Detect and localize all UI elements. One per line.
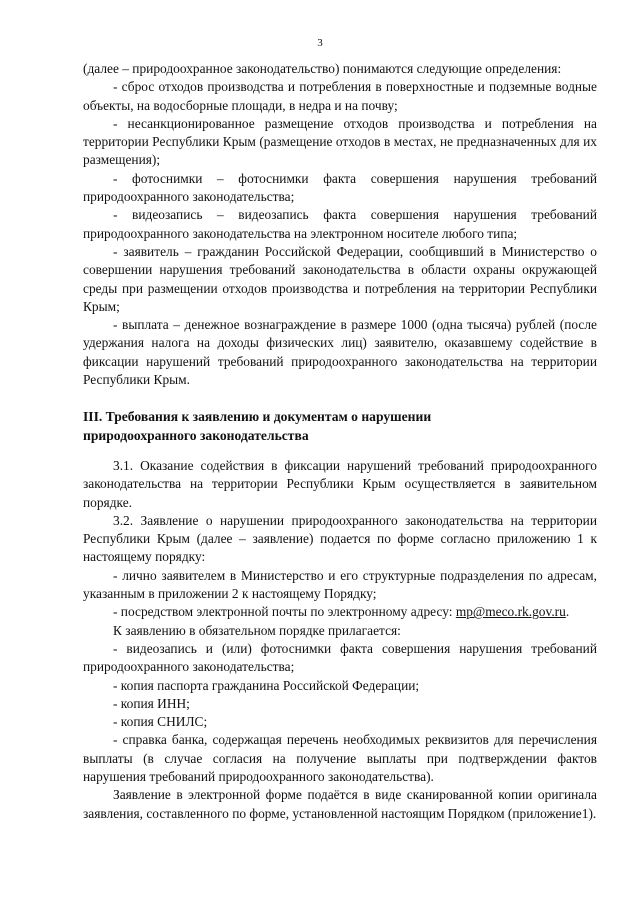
definition-item: - выплата – денежное вознаграждение в размере 1000 (одна тысяча) рублей (после удержания налога на доходы физических лиц) заявителю, оказавшему содействие в фиксации нарушений требований природоохранного законодательства на территории Республики Крым. — [83, 317, 597, 388]
email-item-suffix: . — [565, 604, 570, 620]
definition-item: - сброс отходов производства и потребления в поверхностные и подземные водные объекты, на водосборные площади, в недра и на почву; — [83, 79, 597, 113]
submission-item-email — [83, 603, 597, 621]
definition-item: - несанкционированное размещение отходов производства и потребления на территории Республики Крым (размещение отходов в местах, не предназначенных для их размещения); — [83, 115, 597, 168]
spacer — [83, 389, 597, 408]
email-item-prefix: - посредством электронной почты по электронному адресу: — [113, 604, 456, 620]
document-body — [83, 60, 597, 823]
attachment-item: - копия СНИЛС; — [113, 714, 208, 730]
definition-item: - заявитель – гражданин Российской Федерации, сообщивший в Министерство о совершении нарушения требований законодательства в области охраны окружающей среды при размещении отходов производства и потребления на территории Республики Крым; — [83, 243, 597, 314]
attachment-item: - копия ИНН; — [113, 695, 190, 711]
submission-item: - лично заявителем в Министерство и его структурные подразделения по адресам, указанным в приложении 2 к настоящему Порядку; — [83, 567, 597, 602]
attachment-item: - справка банка, содержащая перечень необходимых реквизитов для перечисления выплаты (в случае согласия на получение выплаты при подтверждении фактов нарушения требований природоохранного законодательства). — [83, 732, 597, 784]
closing-paragraph: Заявление в электронной форме подаётся в виде сканированной копии оригинала заявления, составленного по форме, установленной настоящим Порядком (приложение1). — [83, 787, 597, 821]
definition-item: - фотоснимки – фотоснимки факта совершения нарушения требований природоохранного законодательства; — [83, 170, 597, 205]
definition-item: - видеозапись – видеозапись факта совершения нарушения требований природоохранного законодательства на электронном носителе любого типа; — [83, 207, 597, 241]
attachment-item: - видеозапись и (или) фотоснимки факта совершения нарушения требований природоохранного законодательства; — [83, 640, 597, 675]
page-number: 3 — [317, 37, 323, 49]
section-heading-line2: природоохранного законодательства — [83, 427, 309, 443]
definitions-intro: (далее – природоохранное законодательство) понимаются следующие определения: — [83, 61, 562, 76]
section-heading-line1: III. Требования к заявлению и документам о нарушении — [83, 409, 432, 425]
email-link[interactable]: mp@meco.rk.gov.ru — [455, 604, 566, 620]
paragraph-3-1: 3.1. Оказание содействия в фиксации нарушений требований природоохранного законодательства на территории Республики Крым осуществляется в заявительном порядке. — [83, 457, 597, 510]
paragraph-3-2: 3.2. Заявление о нарушении природоохранного законодательства на территории Республики Крым (далее – заявление) подается по форме согласно приложению 1 к настоящему порядку: — [83, 512, 597, 565]
spacer — [83, 445, 597, 457]
attachments-intro: К заявлению в обязательном порядке прилагается: — [113, 622, 401, 638]
attachment-item: - копия паспорта гражданина Российской Федерации; — [113, 677, 420, 693]
